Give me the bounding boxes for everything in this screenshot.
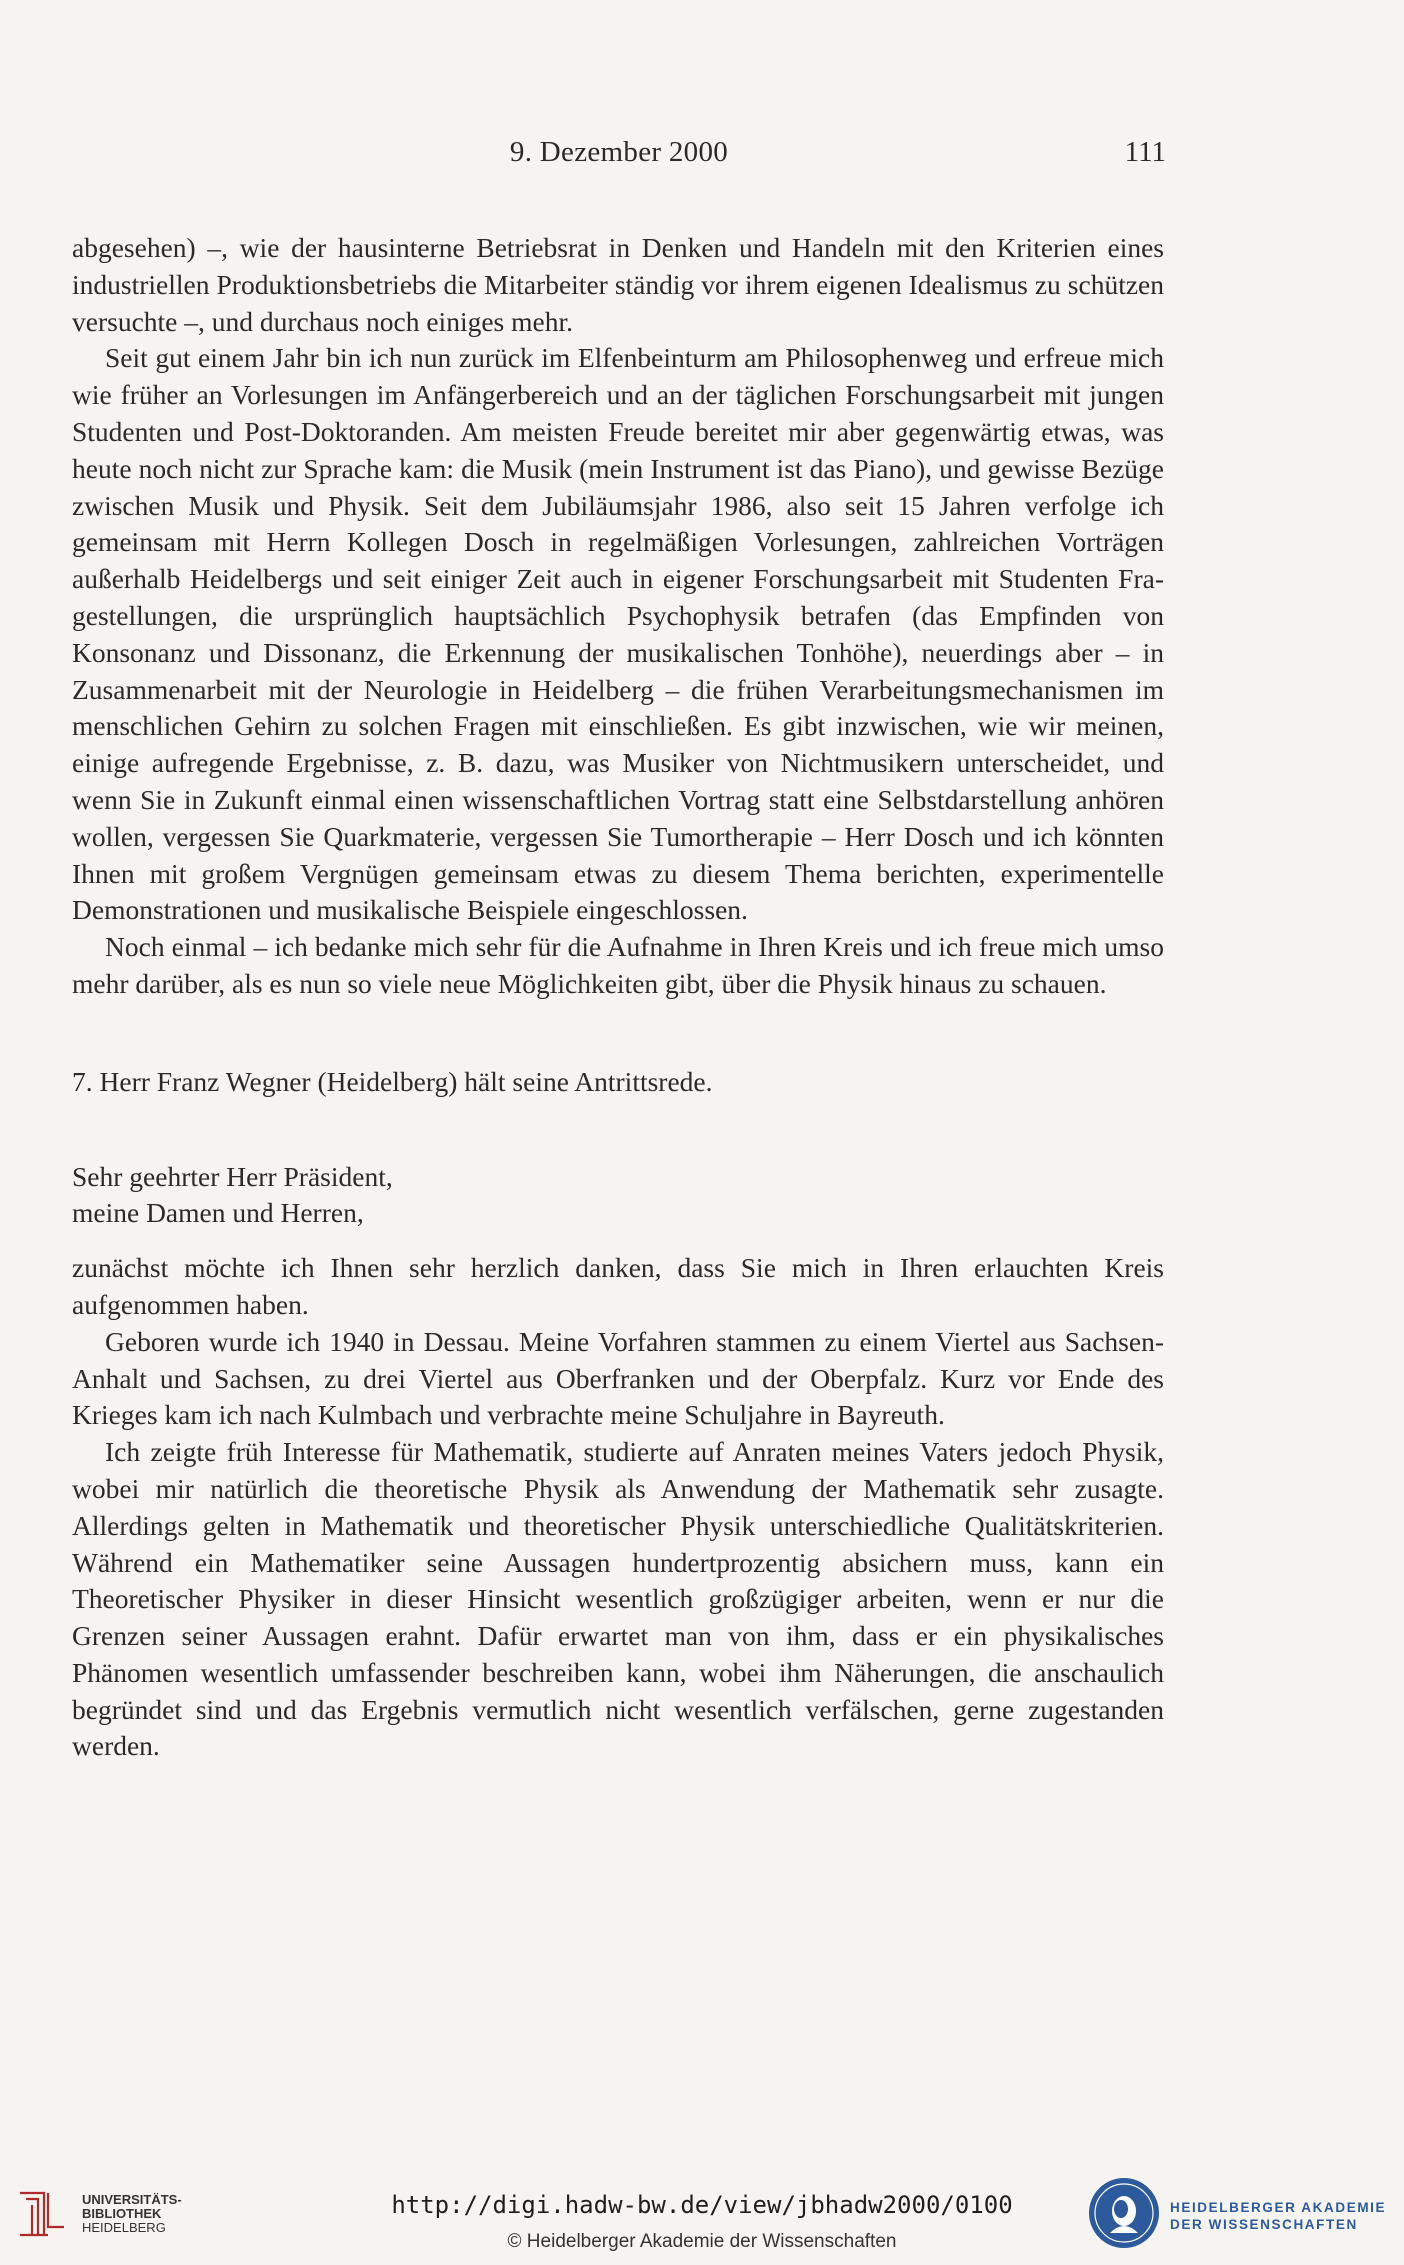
- academy-seal-icon: [1086, 2175, 1162, 2251]
- paragraph-5: Geboren wurde ich 1940 in Dessau. Meine Vorfahren stammen zu einem Viertel aus Sachsen-Anhalt und Sachsen, zu drei Viertel aus Oberfranken und der Oberpfalz. Kurz vor Ende des Krieges kam ich nach Kulmbach und verbrachte meine Schuljahre in Bayreuth.: [72, 1325, 1164, 1431]
- paragraph-3: Noch einmal – ich bedanke mich sehr für die Aufnahme in Ihren Kreis und ich freue mich umso mehr darüber, als es nun so viele neue Möglichkeiten gibt, über die Physik hinaus zu schauen.: [72, 931, 1164, 999]
- section-heading: 7. Herr Franz Wegner (Heidelberg) hält seine Antrittsrede.: [72, 1065, 713, 1097]
- library-line-2: BIBLIOTHEK: [82, 2206, 162, 2221]
- page-header: [72, 136, 1166, 176]
- body-text: [72, 230, 1164, 1765]
- paragraph-4: zunächst möchte ich Ihnen sehr herzlich danken, dass Sie mich in Ihren erlauchten Kreis aufgenommen haben.: [72, 1252, 1164, 1320]
- salutation-line-1: Sehr geehrter Herr Präsident,: [72, 1160, 393, 1192]
- salutation-line-2: meine Damen und Herren,: [72, 1197, 364, 1229]
- page-number: 111: [1124, 136, 1166, 168]
- copyright-notice: © Heidelberger Akademie der Wissenschaften: [507, 2231, 897, 2252]
- library-line-3: HEIDELBERG: [82, 2220, 166, 2235]
- running-head: 9. Dezember 2000: [509, 136, 729, 168]
- source-url-link[interactable]: http://digi.hadw-bw.de/view/jbhadw2000/0100: [391, 2191, 1013, 2219]
- paragraph-1: abgesehen) –, wie der hausinterne Betriebsrat in Denken und Handeln mit den Kriterien eines industriellen Produktionsbetriebs die Mitarbeiter ständig vor ihrem eigenen Idealismus zu schützen versuchte –, und durchaus noch einiges mehr.: [72, 232, 1164, 337]
- library-line-1: UNIVERSITÄTS-: [82, 2192, 182, 2207]
- academy-line-2: DER WISSENSCHAFTEN: [1170, 2217, 1358, 2232]
- paragraph-2: Seit gut einem Jahr bin ich nun zurück im Elfenbeinturm am Philosophenweg und erfreue mich wie früher an Vorlesungen im Anfängerbereich und an der täglichen Forschungsarbeit mit jungen Studenten und Post-Doktoranden. Am meisten Freude bereitet mir aber gegenwärtig etwas, was heute noch nicht zur Sprache kam: die Musik (mein Instrument ist das Piano), und gewisse Bezüge zwischen Musik und Physik. Seit dem Jubiläumsjahr 1986, also seit 15 Jahren verfolge ich gemeinsam mit Herrn Kollegen Dosch in regelmäßigen Vorlesungen, zahlreichen Vorträgen außerhalb Heidelbergs und seit einiger Zeit auch in eigener Forschungsarbeit mit Studenten Fragestellungen, die ursprünglich hauptsächlich Psychophysik betrafen (das Empfinden von Konsonanz und Dissonanz, die Erkennung der musikalischen Tonhöhe), neuerdings aber – in Zusammenarbeit mit der Neurologie in Heidelberg – die frühen Verarbeitungsmechanismen im menschlichen Gehirn zu solchen Fragen mit einschließen. Es gibt inzwischen, wie wir meinen, einige aufregende Ergebnisse, z. B. dazu, was Musiker von Nichtmusikern unterscheidet, und wenn Sie in Zukunft einmal einen wissenschaftlichen Vortrag statt eine Selbstdarstellung anhören wollen, vergessen Sie Quarkmaterie, vergessen Sie Tumortherapie – Herr Dosch und ich könnten Ihnen mit großem Vergnügen gemeinsam etwas zu diesem Thema berichten, experimentelle Demonstrationen und musikalische Beispiele eingeschlossen.: [72, 342, 1164, 926]
- footer: [0, 2165, 1404, 2265]
- paragraph-6: Ich zeigte früh Interesse für Mathematik, studierte auf Anraten meines Vaters jedoch Physik, wobei mir natürlich die theoretische Physik als Anwendung der Mathematik sehr zusagte. Allerdings gelten in Mathematik und theoretischer Physik unterschiedliche Qualitätskriterien. Während ein Mathematiker seine Aussagen hundertprozentig absichern muss, kann ein Theoretischer Physiker in dieser Hinsicht wesentlich großzügiger arbeiten, wenn er nur die Grenzen seiner Aussagen erahnt. Dafür erwartet man von ihm, dass er ein physikalisches Phänomen wesentlich umfassender beschreiben kann, wobei ihm Näherungen, die anschaulich begründet sind und das Ergebnis vermutlich nicht wesentlich verfälschen, gerne zugestanden werden.: [72, 1436, 1164, 1762]
- academy-name: [1170, 2199, 1386, 2233]
- academy-line-1: HEIDELBERGER AKADEMIE: [1170, 2200, 1387, 2215]
